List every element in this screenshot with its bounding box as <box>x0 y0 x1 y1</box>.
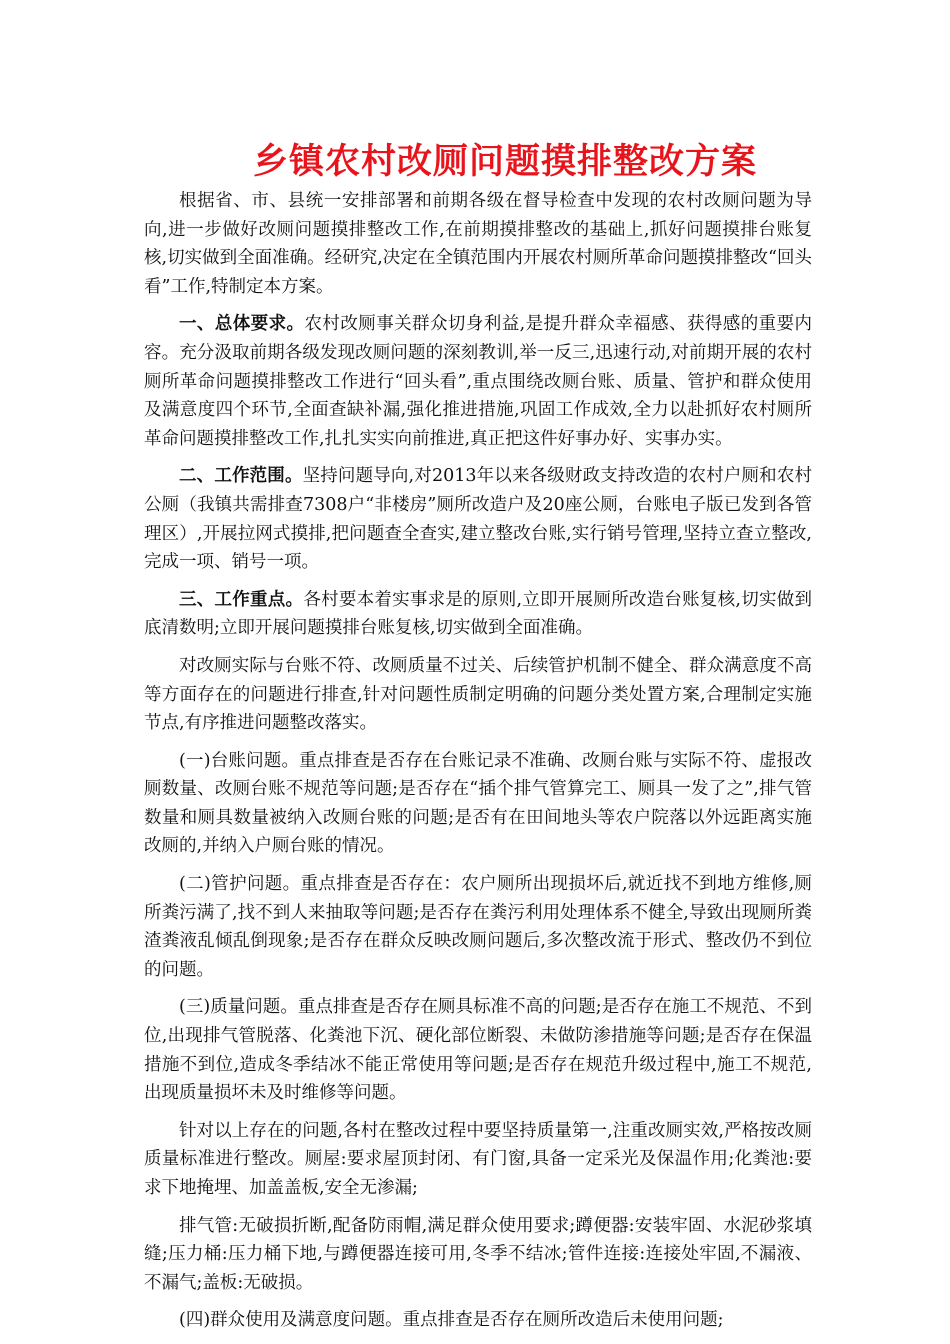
paragraph-investigation: 对改厕实际与台账不符、改厕质量不过关、后续管护机制不健全、群众满意度不高等方面存在的问题进行排查,针对问题性质制定明确的问题分类处置方案,合理制定实施节点,有序推进问题整改落实。 <box>144 655 812 734</box>
paragraph-ledger-issues: (一)台账问题。重点排查是否存在台账记录不准确、改厕台账与实际不符、虚报改厕数量、改厕台账不规范等问题;是否存在“插个排气管算完工、厕具一发了之”,排气管数量和厕具数量被纳入改厕台账的问题;是否有在田间地头等农户院落以外远距离实施改厕的,并纳入户厕台账的情况。 <box>144 750 812 857</box>
paragraph-intro: 根据省、市、县统一安排部署和前期各级在督导检查中发现的农村改厕问题为导向,进一步做好改厕问题摸排整改工作,在前期摸排整改的基础上,抓好问题摸排台账复核,切实做到全面准确。经研究,决定在全镇范围内开展农村厕所革命问题摸排整改“回头看”工作,特制定本方案。 <box>144 191 812 297</box>
paragraph-rectification-standards: 针对以上存在的问题,各村在整改过程中要坚持质量第一,注重改厕实效,严格按改厕质量标准进行整改。厕屋:要求屋顶封闭、有门窗,具备一定采光及保温作用;化粪池:要求下地掩埋、加盖盖板,安全无渗漏; <box>144 1120 812 1198</box>
paragraph-general-requirements: 一、总体要求。农村改厕事关群众切身利益,是提升群众幸福感、获得感的重要内容。充分汲取前期各级发现改厕问题的深刻教训,举一反三,迅速行动,对前期开展的农村厕所革命问题摸排整改工作进行“回头看”,重点围绕改厕台账、质量、管护和群众使用及满意度四个环节,全面查缺补漏,强化推进措施,巩固工作成效,全力以赴抓好农村厕所革命问题摸排整改工作,扎扎实实向前推进,真正把这件好事办好、实事办实。 <box>144 314 813 449</box>
paragraph-quality-issues: (三)质量问题。重点排查是否存在厕具标准不高的问题;是否存在施工不规范、不到位,出现排气管脱落、化粪池下沉、硬化部位断裂、未做防渗措施等问题;是否存在保温措施不到位,造成冬季结冰不能正常使用等问题;是否存在规范升级过程中,施工不规范,出现质量损坏未及时维修等问题。 <box>144 997 812 1104</box>
paragraph-work-focus: 三、工作重点。各村要本着实事求是的原则,立即开展厕所改造台账复核,切实做到底清数明;立即开展问题摸排台账复核,切实做到全面准确。 <box>144 589 813 639</box>
section-heading: 二、工作范围。 <box>179 466 303 487</box>
section-heading: 一、总体要求。 <box>179 314 305 335</box>
document-title: 乡镇农村改厕问题摸排整改方案 <box>252 141 757 182</box>
paragraph-satisfaction-issues: (四)群众使用及满意度问题。重点排查是否存在厕所改造后未使用问题; <box>179 1310 724 1331</box>
paragraph-maintenance-issues: (二)管护问题。重点排查是否存在：农户厕所出现损坏后,就近找不到地方维修,厕所粪污满了,找不到人来抽取等问题;是否存在粪污利用处理体系不健全,导致出现厕所粪渣粪液乱倾乱倒现象;是否存在群众反映改厕问题后,多次整改流于形式、整改仍不到位的问题。 <box>144 874 812 980</box>
paragraph-fixture-standards: 排气管:无破损折断,配备防雨帽,满足群众使用要求;蹲便器:安装牢固、水泥砂浆填缝;压力桶:压力桶下地,与蹲便器连接可用,冬季不结冰;管件连接:连接处牢固,不漏液、不漏气;盖板:无破损。 <box>144 1215 812 1293</box>
document-body <box>144 187 812 1344</box>
paragraph-work-scope: 二、工作范围。坚持问题导向,对2013年以来各级财政支持改造的农村户厕和农村公厕（我镇共需排查7308户“非楼房”厕所改造户及20座公厕，台账电子版已发到各管理区）,开展拉网式摸排,把问题查全查实,建立整改台账,实行销号管理,坚持立查立整改,完成一项、销号一项。 <box>144 466 812 573</box>
section-heading: 三、工作重点。 <box>179 589 304 610</box>
